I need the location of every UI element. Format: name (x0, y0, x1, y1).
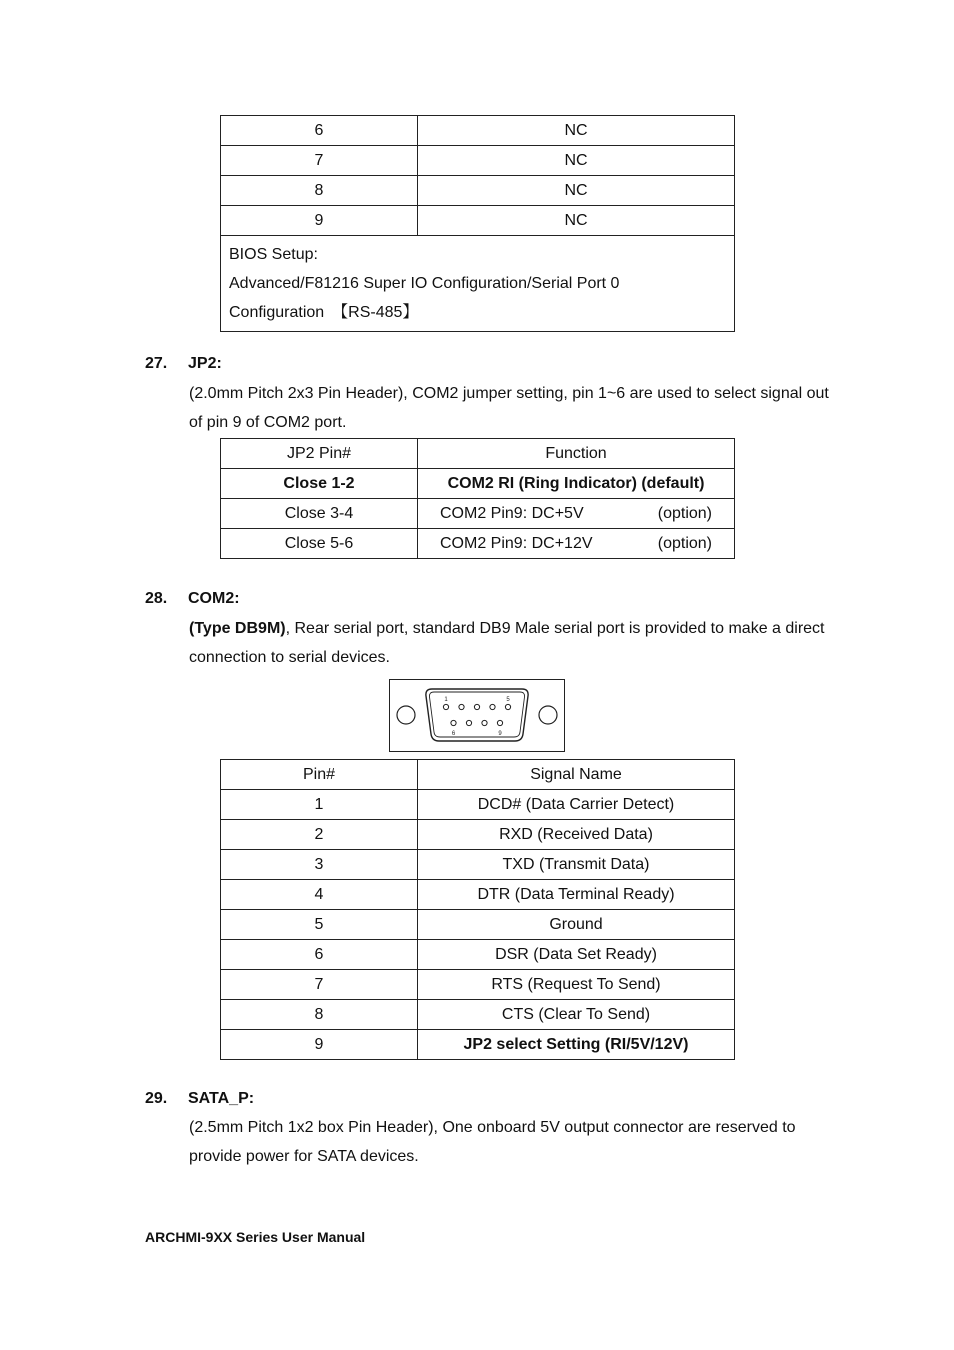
function-cell: COM2 RI (Ring Indicator) (default) (418, 469, 735, 499)
description-text: , Rear serial port, standard DB9 Male serial port is provided to make a direct connection to serial devices. (189, 620, 825, 666)
pin-cell: 2 (221, 820, 418, 850)
signal-cell: RXD (Received Data) (418, 820, 735, 850)
pin-cell: 3 (221, 850, 418, 880)
signal-cell: RTS (Request To Send) (418, 970, 735, 1000)
pin-cell: 7 (221, 146, 418, 176)
pin-4 (490, 704, 495, 709)
table-header-row (221, 439, 735, 469)
signal-cell: DTR (Data Terminal Ready) (418, 880, 735, 910)
pin-cell: 5 (221, 910, 418, 940)
jumper-cell: Close 1-2 (221, 469, 418, 499)
pin-label-1: 1 (444, 697, 448, 703)
section-heading-sata-p (145, 1090, 254, 1108)
pin-5 (505, 704, 510, 709)
section-number: 28. (145, 590, 168, 607)
pin-cell: 9 (221, 206, 418, 236)
signal-cell: CTS (Clear To Send) (418, 1000, 735, 1030)
signal-cell: DSR (Data Set Ready) (418, 940, 735, 970)
pin-6 (451, 720, 456, 725)
pin-label-9: 9 (498, 731, 502, 737)
connector-type: (Type DB9M) (189, 620, 286, 637)
table-header-row (221, 760, 735, 790)
section-title: SATA_P: (188, 1090, 255, 1107)
jumper-cell: Close 3-4 (221, 499, 418, 529)
bios-line: Configuration 【RS-485】 (229, 304, 419, 321)
pin-label-6: 6 (451, 731, 456, 737)
signal-cell: NC (418, 176, 735, 206)
table-row (221, 1030, 735, 1060)
signal-cell: TXD (Transmit Data) (418, 850, 735, 880)
table-row (221, 790, 735, 820)
table-row (221, 529, 735, 559)
bios-setup-cell (221, 236, 735, 332)
table-row (221, 850, 735, 880)
bios-line: Advanced/F81216 Super IO Configuration/Serial Port 0 (229, 275, 620, 292)
signal-cell: Ground (418, 910, 735, 940)
jumper-cell: Close 5-6 (221, 529, 418, 559)
section-number: 29. (145, 1090, 168, 1107)
section-description: (2.5mm Pitch 1x2 box Pin Header), One onboard 5V output connector are reserved to provide power for SATA devices. (189, 1119, 796, 1165)
signal-cell: NC (418, 146, 735, 176)
pin-cell: 8 (221, 1000, 418, 1030)
column-header: Signal Name (418, 760, 735, 790)
signal-cell: NC (418, 206, 735, 236)
table-row (221, 1000, 735, 1030)
pin-cell: 9 (221, 1030, 418, 1060)
section-description: (2.0mm Pitch 2x3 Pin Header), COM2 jumper setting, pin 1~6 are used to select signal out of pin 9 of COM2 port. (189, 385, 829, 431)
table-row (221, 499, 735, 529)
pin-cell: 4 (221, 880, 418, 910)
pin-8 (482, 720, 487, 725)
pin-cell: 6 (221, 116, 418, 146)
table-row (221, 176, 735, 206)
mounting-hole-left (397, 706, 415, 724)
pin-cell: 8 (221, 176, 418, 206)
com2-pin-table (220, 759, 735, 1060)
function-cell (418, 529, 735, 559)
section-heading-jp2 (145, 355, 222, 373)
pin-3 (474, 704, 479, 709)
signal-cell: DCD# (Data Carrier Detect) (418, 790, 735, 820)
bios-setup-row (221, 236, 735, 332)
table-row (221, 116, 735, 146)
function-text: COM2 Pin9: DC+5V (440, 504, 584, 522)
mounting-hole-right (539, 706, 557, 724)
pin-cell: 7 (221, 970, 418, 1000)
pin-cell: 6 (221, 940, 418, 970)
option-text: (option) (657, 504, 712, 522)
db9-connector-diagram (389, 679, 565, 752)
signal-cell: NC (418, 116, 735, 146)
function-cell (418, 499, 735, 529)
connector-shell-outer (426, 689, 528, 741)
pin-2 (459, 704, 464, 709)
pin-9 (497, 720, 502, 725)
table-row (221, 469, 735, 499)
section-heading-com2 (145, 590, 240, 608)
section-number: 27. (145, 355, 168, 372)
column-header: Function (418, 439, 735, 469)
column-header: Pin# (221, 760, 418, 790)
page-footer: ARCHMI-9XX Series User Manual (145, 1229, 366, 1245)
function-text: COM2 Pin9: DC+12V (440, 534, 593, 552)
option-text: (option) (657, 534, 712, 552)
table-row (221, 146, 735, 176)
section-description (189, 614, 829, 672)
pin-1 (443, 704, 448, 709)
table-row (221, 820, 735, 850)
pin-7 (466, 720, 471, 725)
column-header: JP2 Pin# (221, 439, 418, 469)
table-row (221, 970, 735, 1000)
pin-label-5: 5 (506, 697, 510, 703)
table-row (221, 940, 735, 970)
table-row (221, 880, 735, 910)
table-row (221, 910, 735, 940)
jp2-jumper-table (220, 438, 735, 559)
table-row (221, 206, 735, 236)
pin-cell: 1 (221, 790, 418, 820)
section-title: JP2: (188, 355, 222, 372)
section-title: COM2: (188, 590, 240, 607)
serial-port-pin-table-continued (220, 115, 735, 332)
bios-line: BIOS Setup: (229, 246, 318, 263)
signal-cell: JP2 select Setting (RI/5V/12V) (418, 1030, 735, 1060)
